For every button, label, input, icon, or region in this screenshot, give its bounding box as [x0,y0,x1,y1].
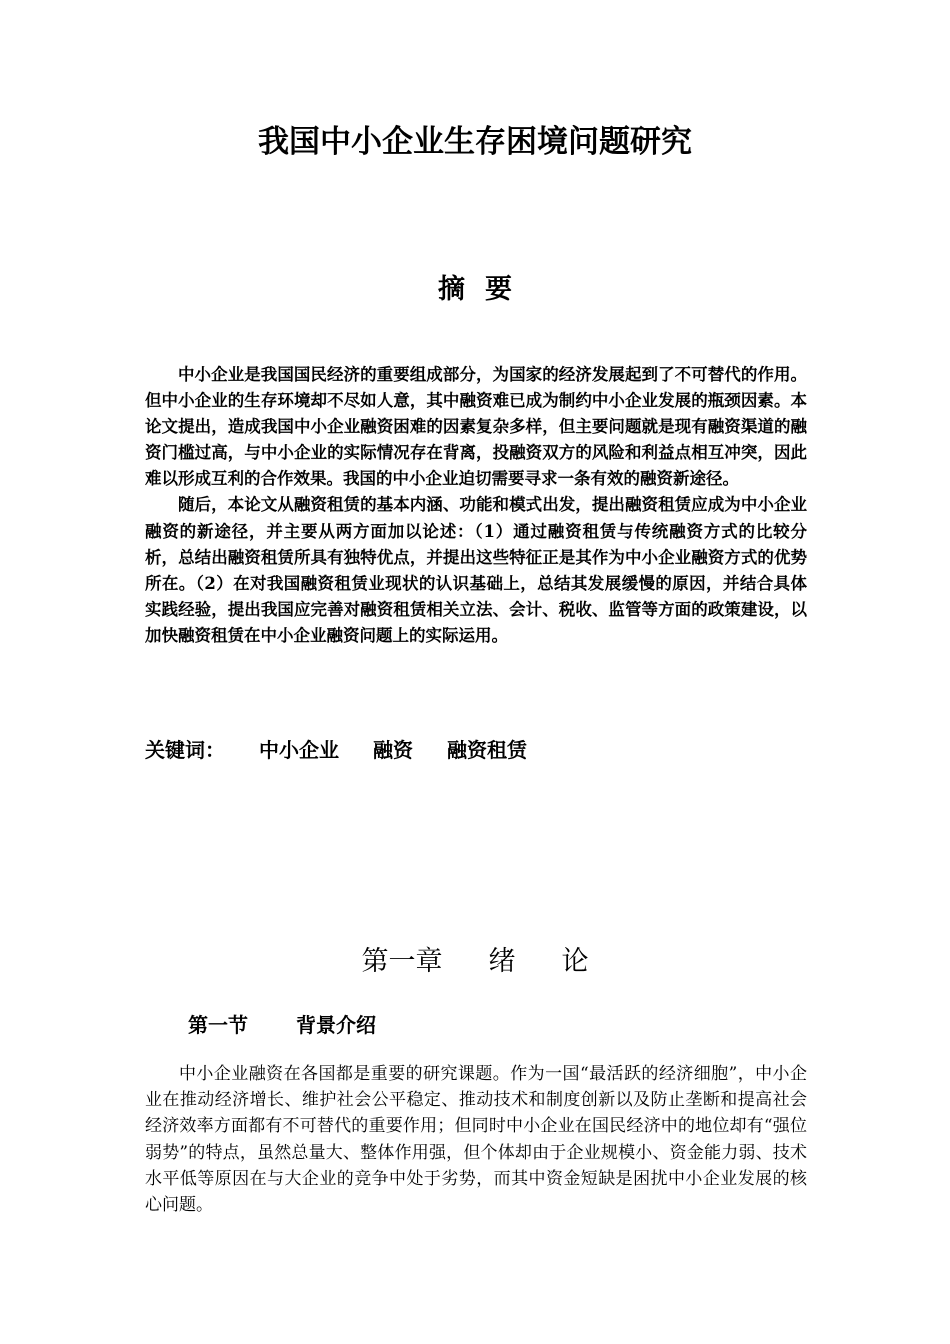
section-number: 第一节 [188,1013,248,1037]
section-heading [188,1010,376,1040]
abstract-paragraph: 随后，本论文从融资租赁的基本内涵、功能和模式出发，提出融资租赁应成为中小企业融资的新途径，并主要从两方面加以论述：（1）通过融资租赁与传统融资方式的比较分析，总结出融资租赁所具有独特优点，并提出这些特征正是其作为中小企业融资方式的优势所在。（2）在对我国融资租赁业现状的认识基础上，总结其发展缓慢的原因，并结合具体实践经验，提出我国应完善对融资租赁相关立法、会计、税收、监管等方面的政策建设，以加快融资租赁在中小企业融资问题上的实际运用。 [145,495,807,645]
keywords-label: 关键词： [145,738,225,762]
abstract-paragraph: 中小企业是我国国民经济的重要组成部分，为国家的经济发展起到了不可替代的作用。但中小企业的生存环境却不尽如人意，其中融资难已成为制约中小企业发展的瓶颈因素。本论文提出，造成我国中小企业融资困难的因素复杂多样，但主要问题就是现有融资渠道的融资门槛过高，与中小企业的实际情况存在背离，投融资双方的风险和利益点相互冲突，因此难以形成互利的合作效果。我国的中小企业迫切需要寻求一条有效的融资新途径。 [145,365,807,489]
keyword: 融资租赁 [447,738,527,762]
chapter-title-part: 绪 [488,946,516,977]
keywords-line [145,735,561,765]
document-title: 我国中小企业生存困境问题研究 [258,124,692,160]
chapter-title-part: 论 [561,946,589,977]
section-title: 背景介绍 [296,1013,376,1037]
chapter-number: 第一章 [361,946,443,977]
section-body [145,1061,807,1218]
keyword: 融资 [373,738,413,762]
abstract-heading: 摘要 [438,274,532,305]
keyword: 中小企业 [259,738,339,762]
section-paragraph: 中小企业融资在各国都是重要的研究课题。作为一国“最活跃的经济细胞”，中小企业在推动经济增长、维护社会公平稳定、推动技术和制度创新以及防止垄断和提高社会经济效率方面都有不可替代的重要作用；但同时中小企业在国民经济中的地位却有“强位弱势”的特点，虽然总量大、整体作用强，但个体却由于企业规模小、资金能力弱、技术水平低等原因在与大企业的竞争中处于劣势，而其中资金短缺是困扰中小企业发展的核心问题。 [145,1064,807,1216]
chapter-heading [0,942,950,982]
abstract-body [145,362,807,649]
